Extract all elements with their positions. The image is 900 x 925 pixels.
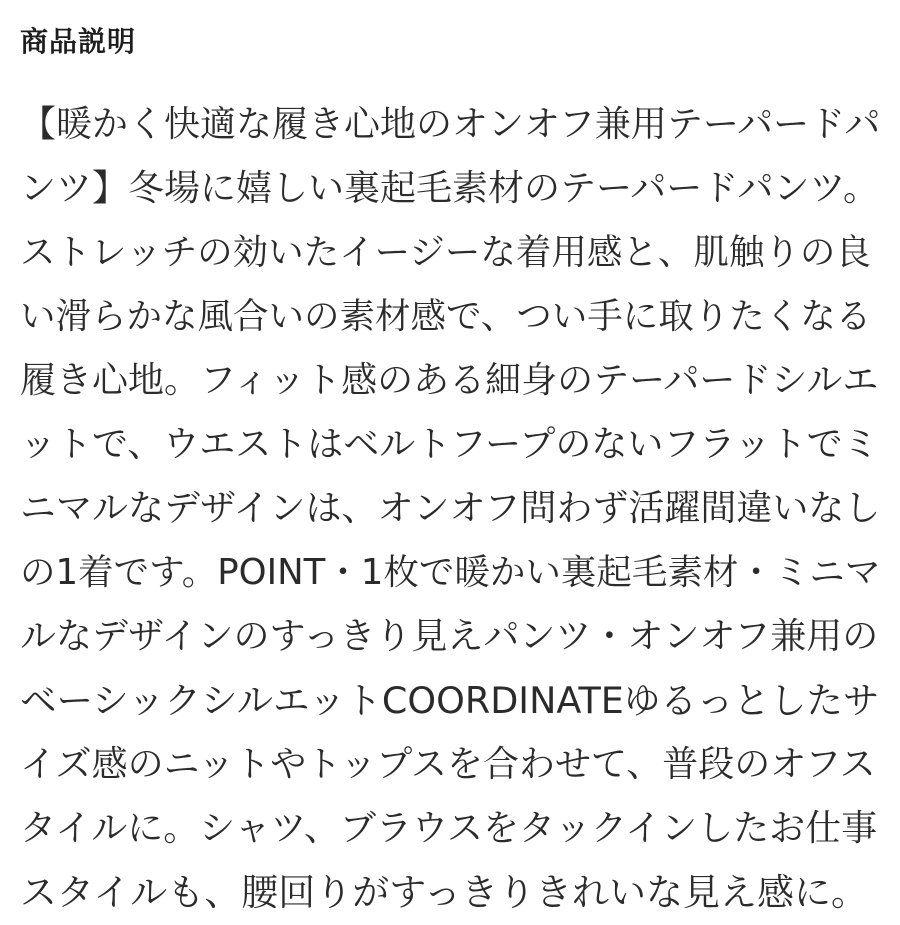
description-line: ストレッチの効いたイージーな着用感と、肌触りの良: [20, 232, 871, 273]
description-line: い滑らかな風合いの素材感で、つい手に取りたくなる: [20, 296, 872, 337]
description-line: ルなデザインのすっきり見えパンツ・オンオフ兼用の: [20, 616, 879, 657]
description-line: スタイルも、腰回りがすっきりきれいな見え感に。: [20, 871, 869, 914]
description-line: ベーシックシルエットCOORDINATEゆるっとしたサ: [20, 679, 880, 722]
section-heading: 商品説明: [20, 25, 137, 58]
description-line: イズ感のニットやトップスを合わせて、普段のオフス: [20, 744, 876, 785]
description-line: 履き心地。フィット感のある細身のテーパードシルエ: [20, 360, 879, 401]
description-line: ニマルなデザインは、オンオフ問わず活躍間違いなし: [20, 488, 881, 529]
description-line: ットで、ウエストはベルトフープのないフラットでミ: [20, 424, 879, 465]
description-line: 【暖かく快適な履き心地のオンオフ兼用テーパードパ: [20, 104, 881, 145]
description-line: の1着です。POINT・1枚で暖かい裏起毛素材・ミニマ: [20, 552, 881, 593]
description-line: ンツ】冬場に嬉しい裏起毛素材のテーパードパンツ。: [20, 168, 879, 209]
description-text: [20, 93, 880, 925]
description-line: タイルに。シャツ、ブラウスをタックインしたお仕事: [20, 808, 878, 849]
